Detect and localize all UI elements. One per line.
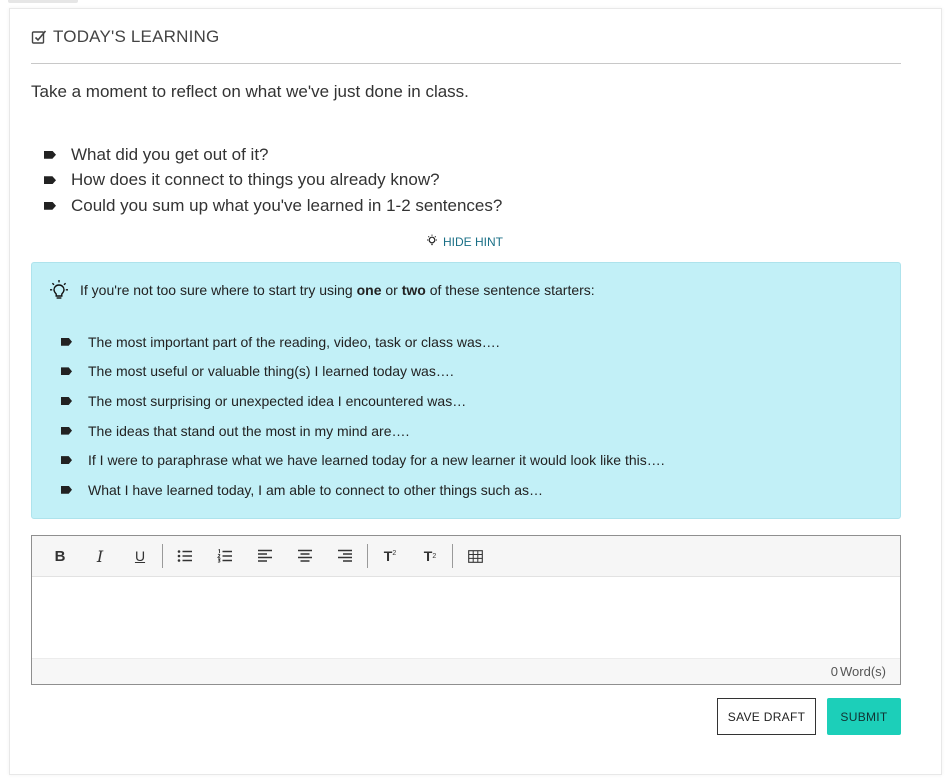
- hint-lead: [48, 279, 595, 301]
- hide-hint-label: HIDE HINT: [443, 234, 503, 249]
- section-header: [31, 27, 901, 64]
- align-center-icon: [297, 549, 313, 563]
- align-left-icon: [257, 549, 273, 563]
- starter-text: What I have learned today, I am able to connect to other things such as…: [88, 481, 543, 498]
- list-item: [61, 386, 665, 416]
- save-draft-button[interactable]: SAVE DRAFT: [717, 698, 816, 735]
- checkbox-edit-icon: [31, 29, 47, 45]
- superscript-small-icon: 2: [392, 549, 397, 557]
- align-right-button[interactable]: [325, 541, 365, 571]
- list-item: [44, 168, 502, 194]
- tag-bullet-icon: [44, 176, 56, 184]
- toolbar-divider: [162, 544, 163, 568]
- list-item: [61, 357, 665, 387]
- tag-bullet-icon: [61, 486, 72, 494]
- section-title: TODAY'S LEARNING: [53, 27, 220, 46]
- table-icon: [468, 550, 483, 563]
- superscript-button[interactable]: [370, 541, 410, 571]
- editor-text-area[interactable]: [32, 577, 900, 659]
- tag-bullet-icon: [44, 151, 56, 159]
- tag-bullet-icon: [61, 367, 72, 375]
- italic-button[interactable]: I: [96, 546, 104, 566]
- tag-bullet-icon: [61, 456, 72, 464]
- starter-text: If I were to paraphrase what we have learned today for a new learner it would look like this….: [88, 452, 665, 469]
- list-item: [61, 475, 665, 505]
- numbered-list-button[interactable]: [205, 541, 245, 571]
- tag-bullet-icon: [61, 397, 72, 405]
- list-item: [61, 327, 665, 357]
- hint-panel: [31, 262, 901, 519]
- submit-button[interactable]: SUBMIT: [827, 698, 901, 735]
- bullet-list-button[interactable]: [165, 541, 205, 571]
- starter-text: The ideas that stand out the most in my mind are….: [88, 422, 410, 439]
- list-item: [61, 445, 665, 475]
- subscript-button[interactable]: [410, 541, 450, 571]
- align-left-button[interactable]: [245, 541, 285, 571]
- sentence-starter-list: [61, 327, 665, 505]
- subscript-small-icon: 2: [432, 552, 437, 560]
- hint-lead-text: If you're not too sure where to start try using one or two of these sentence starters:: [80, 282, 595, 298]
- underline-button[interactable]: U: [134, 548, 146, 564]
- word-count-value: 0: [830, 664, 839, 679]
- word-count-label: Word(s): [840, 664, 886, 679]
- tag-bullet-icon: [61, 427, 72, 435]
- lightbulb-icon: [48, 279, 70, 301]
- tag-bullet-icon: [61, 338, 72, 346]
- list-item: [44, 193, 502, 219]
- question-text: How does it connect to things you already know?: [71, 170, 440, 190]
- rich-text-editor: [31, 535, 901, 685]
- bullet-list-icon: [177, 549, 193, 563]
- question-text: What did you get out of it?: [71, 144, 269, 164]
- starter-text: The most important part of the reading, video, task or class was….: [88, 333, 500, 350]
- bold-button[interactable]: B: [54, 547, 66, 565]
- numbered-list-icon: [217, 549, 233, 563]
- lightbulb-icon: [426, 234, 438, 249]
- top-tab: [8, 0, 78, 3]
- align-center-button[interactable]: [285, 541, 325, 571]
- editor-toolbar: [32, 536, 900, 577]
- hide-hint-toggle[interactable]: [426, 234, 503, 249]
- question-list: [44, 142, 502, 219]
- superscript-label: T: [383, 548, 393, 564]
- toolbar-divider: [367, 544, 368, 568]
- word-count: [32, 658, 900, 684]
- question-text: Could you sum up what you've learned in 1-2 sentences?: [71, 195, 503, 215]
- list-item: [61, 416, 665, 446]
- toolbar-divider: [452, 544, 453, 568]
- align-right-icon: [337, 549, 353, 563]
- list-item: [44, 142, 502, 168]
- starter-text: The most useful or valuable thing(s) I learned today was….: [88, 363, 454, 380]
- insert-table-button[interactable]: [455, 541, 495, 571]
- intro-text: Take a moment to reflect on what we've just done in class.: [31, 82, 469, 101]
- subscript-label: T: [423, 548, 433, 564]
- tag-bullet-icon: [44, 202, 56, 210]
- starter-text: The most surprising or unexpected idea I encountered was…: [88, 392, 467, 409]
